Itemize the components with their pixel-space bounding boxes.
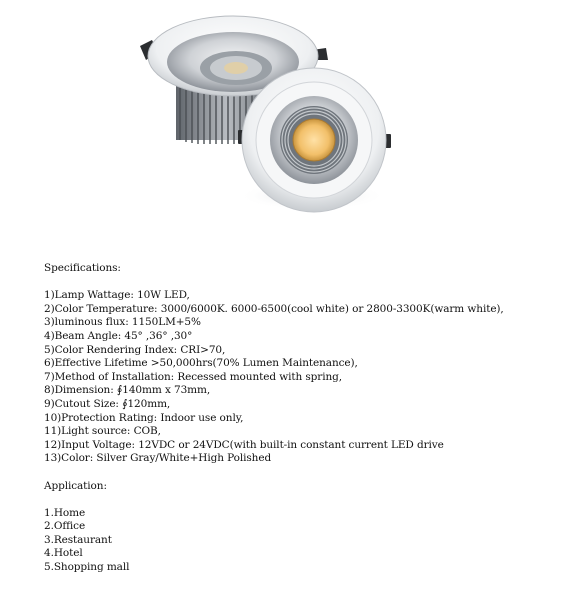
application-item: 5.Shopping mall [44, 561, 130, 574]
spec-item: 11)Light source: COB, [44, 425, 161, 438]
spec-item: 7)Method of Installation: Recessed mounted with spring, [44, 370, 342, 383]
spec-item: 13)Color: Silver Gray/White+High Polished [44, 452, 272, 465]
spec-item: 2)Color Temperature: 3000/6000K. 6000-6500(cool white) or 2800-3300K(warm white), [44, 302, 504, 315]
spec-item: 8)Dimension: ∮140mm x 73mm, [44, 384, 211, 397]
spec-item: 10)Protection Rating: Indoor use only, [44, 411, 244, 424]
spec-item: 6)Effective Lifetime >50,000hrs(70% Lumen Maintenance), [44, 357, 358, 370]
cob-chip [293, 119, 335, 161]
application-item: 2.Office [44, 520, 86, 533]
spec-item: 12)Input Voltage: 12VDC or 24VDC(with built-in constant current LED drive [44, 438, 444, 451]
application-heading: Application: [44, 479, 107, 492]
spec-content [44, 262, 554, 575]
specifications-heading: Specifications: [44, 262, 121, 274]
product-photo [0, 0, 570, 250]
application-item: 4.Hotel [44, 547, 83, 560]
spec-item: 4)Beam Angle: 45° ,36° ,30° [44, 329, 193, 342]
application-item: 1.Home [44, 506, 86, 519]
spec-item: 1)Lamp Wattage: 10W LED, [44, 289, 190, 302]
spec-item: 5)Color Rendering Index: CRI>70, [44, 343, 226, 356]
application-list [44, 507, 554, 575]
spec-item: 9)Cutout Size: ∮120mm, [44, 397, 171, 410]
spec-item: 3)luminous flux: 1150LM+5% [44, 316, 201, 329]
application-item: 3.Restaurant [44, 533, 112, 546]
specifications-list [44, 289, 554, 466]
